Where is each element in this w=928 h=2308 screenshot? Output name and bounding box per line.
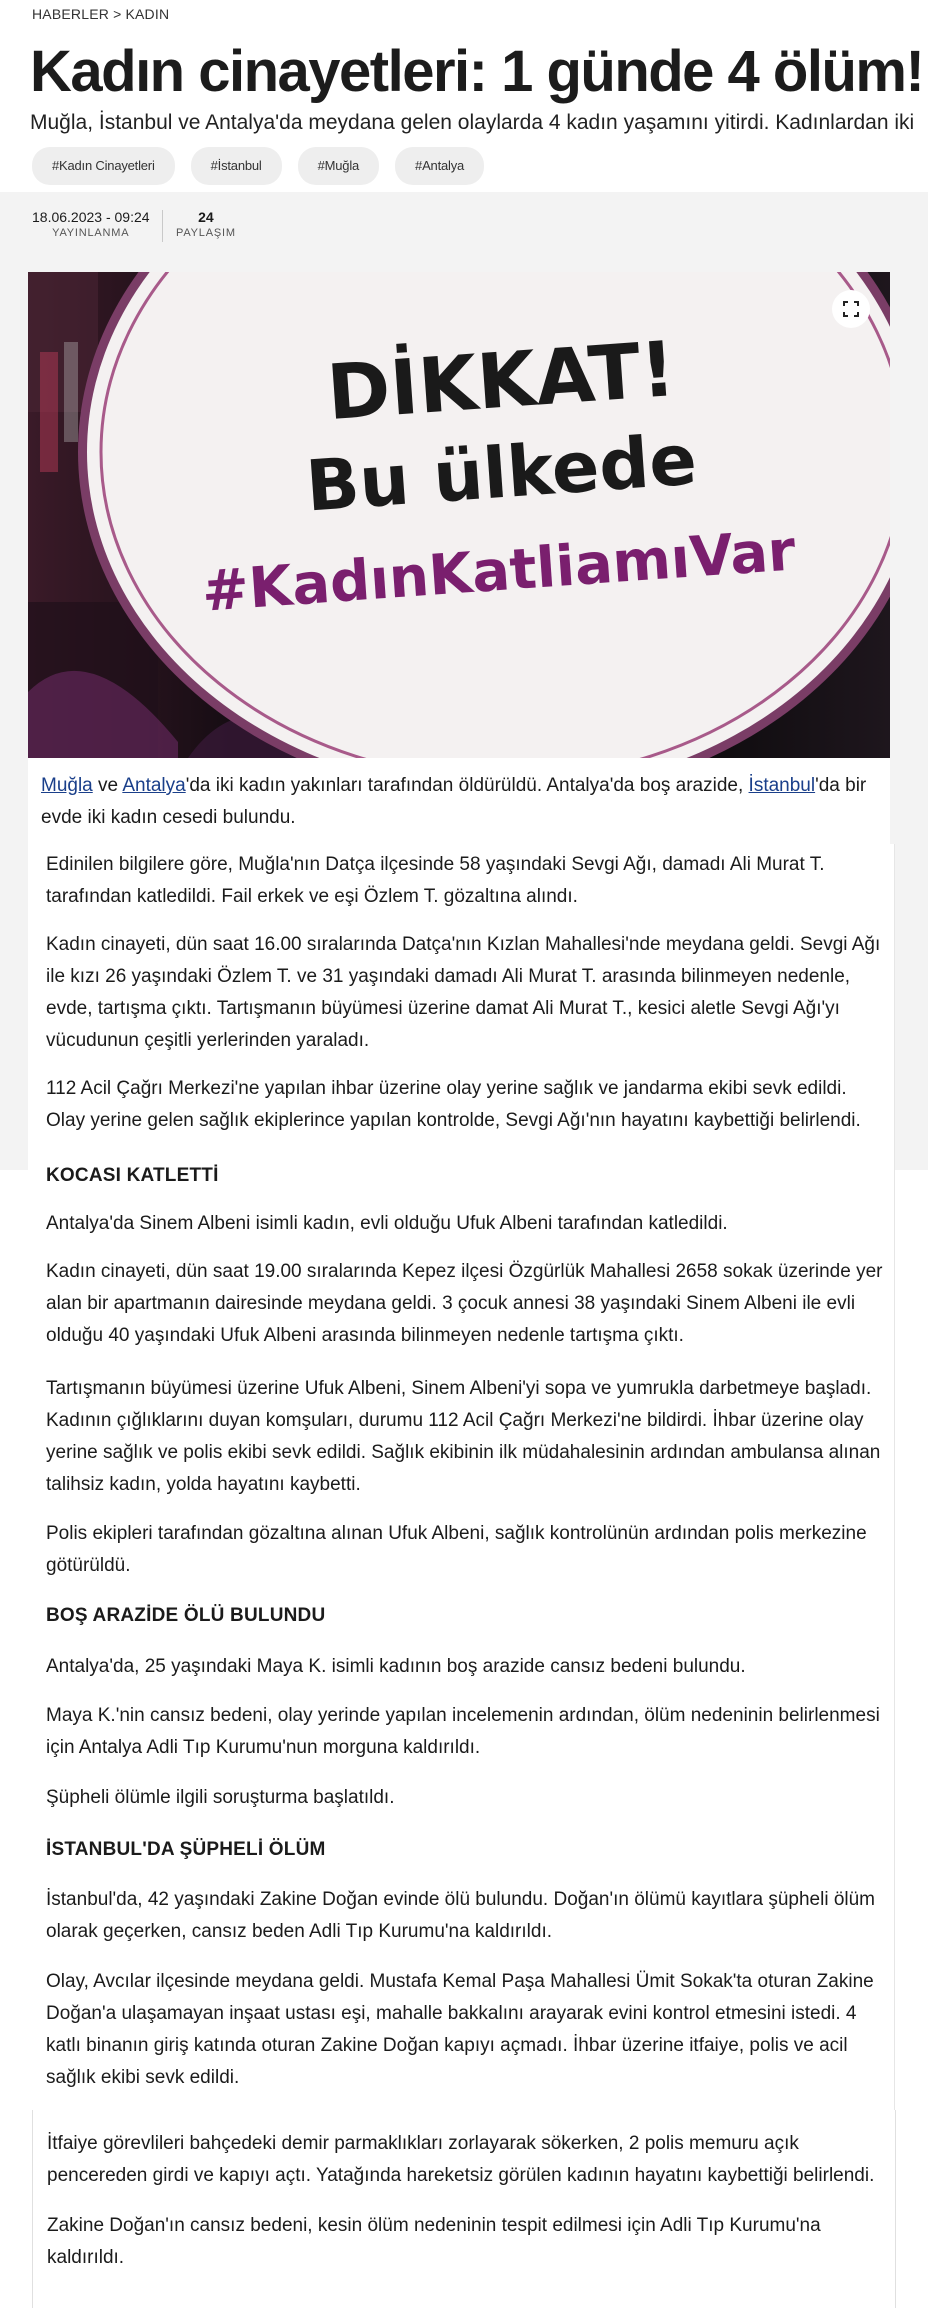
sign-line-3: #KadınKatliamıVar (199, 518, 798, 625)
tag-kadin-cinayetleri[interactable]: #Kadın Cinayetleri (32, 147, 175, 185)
share-count: 24 (198, 209, 214, 225)
sign-line-1: DİKKAT! (324, 324, 679, 438)
paragraph: 112 Acil Çağrı Merkezi'ne yapılan ihbar üzerine olay yerine sağlık ve jandarma ekibi sevk edildi. Olay yerine gelen sağlık ekiplerince yapılan kontrolde, Sevgi Ağı'nın hayatını kaybettiği belirlendi. (46, 1078, 861, 1131)
paragraph: Olay, Avcılar ilçesinde meydana geldi. Mustafa Kemal Paşa Mahallesi Ümit Sokak'ta oturan Zakine Doğan'a ulaşamayan inşaat ustası eşi, mahalle bakkalını arayarak evini kontrol etmesini istedi. 4 katlı binanın giriş katında oturan Zakine Doğan kapıyı açmadı. İhbar üzerine itfaiye, polis ve acil sağlık ekibi sevk edildi. (46, 1971, 874, 2088)
section-heading: BOŞ ARAZİDE ÖLÜ BULUNDU (46, 1605, 326, 1626)
caption-text: 'da bir evde iki kadın cesedi bulundu. (41, 775, 867, 828)
publish-info (32, 208, 150, 240)
breadcrumb-separator: > (113, 6, 122, 22)
protest-sign-photo (28, 272, 890, 758)
caption-text: 'da iki kadın yakınları tarafından öldürüldü. Antalya'da boş arazide, (185, 775, 749, 796)
paragraph: Antalya'da, 25 yaşındaki Maya K. isimli kadının boş arazide cansız bedeni bulundu. (46, 1656, 746, 1677)
tag-antalya[interactable]: #Antalya (395, 147, 484, 185)
caption-text: ve (92, 775, 123, 796)
paragraph: Edinilen bilgilere göre, Muğla'nın Datça ilçesinde 58 yaşındaki Sevgi Ağı, damadı Ali Murat T. tarafından katledildi. Fail erkek ve eşi Özlem T. gözaltına alındı. (46, 854, 825, 907)
meta-divider (162, 210, 163, 242)
caption-link-antalya[interactable]: Antalya (122, 775, 186, 796)
paragraph: Tartışmanın büyümesi üzerine Ufuk Albeni, Sinem Albeni'yi sopa ve yumrukla darbetmeye başladı. Kadının çığlıklarını duyan komşuları, durumu 112 Acil Çağrı Merkezi'ne bildirdi. İhbar üzerine olay yerine sağlık ve polis ekibi sevk edildi. Sağlık ekibinin ilk müdahalesinin ardından ambulansa alınan talihsiz kadın, yolda hayatını kaybetti. (46, 1378, 881, 1495)
paragraph: Polis ekipleri tarafından gözaltına alınan Ufuk Albeni, sağlık kontrolünün ardından polis merkezine götürüldü. (46, 1523, 867, 1576)
sign-line-2: Bu ülkede (303, 418, 700, 528)
expand-icon (843, 301, 859, 317)
section-heading: KOCASI KATLETTİ (46, 1165, 219, 1186)
article-subtitle: Muğla, İstanbul ve Antalya'da meydana gelen olaylarda 4 kadın yaşamını yitirdi. Kadınlardan iki (30, 111, 915, 134)
publish-date: 18.06.2023 - 09:24 (32, 209, 150, 225)
paragraph: Zakine Doğan'ın cansız bedeni, kesin ölüm nedeninin tespit edilmesi için Adli Tıp Kurumu'na kaldırıldı. (47, 2215, 821, 2268)
page-title: Kadın cinayetleri: 1 günde 4 ölüm! (30, 39, 924, 104)
caption-link-istanbul[interactable]: İstanbul (748, 775, 816, 796)
paragraph: Maya K.'nin cansız bedeni, olay yerinde yapılan incelemenin ardından, ölüm nedeninin belirlenmesi için Antalya Adli Tıp Kurumu'nun morguna kaldırıldı. (46, 1705, 880, 1758)
expand-image-button[interactable] (832, 290, 870, 328)
tag-list (32, 147, 484, 185)
section-heading: İSTANBUL'DA ŞÜPHELİ ÖLÜM (46, 1839, 326, 1860)
image-caption (28, 758, 890, 844)
paragraph: Kadın cinayeti, dün saat 16.00 sıralarında Datça'nın Kızlan Mahallesi'nde meydana geldi. Sevgi Ağı ile kızı 26 yaşındaki Özlem T. ve 31 yaşındaki damadı Ali Murat T. arasında bilinmeyen nedenle, evde, tartışma çıktı. Tartışmanın büyümesi üzerine damat Ali Murat T., kesici aletle Sevgi Ağı'yı vücudunun çeşitli yerlerinden yaraladı. (46, 934, 881, 1051)
breadcrumb-item-haberler[interactable]: HABERLER (32, 6, 110, 22)
publish-label: YAYINLANMA (52, 227, 130, 239)
paragraph: Şüpheli ölümle ilgili soruşturma başlatıldı. (46, 1787, 395, 1808)
breadcrumb-item-kadin[interactable]: KADIN (125, 6, 170, 22)
breadcrumb (32, 6, 169, 22)
paragraph: İtfaiye görevlileri bahçedeki demir parmaklıkları zorlayarak sökerken, 2 polis memuru açık pencereden girdi ve kapıyı açtı. Yatağında hareketsiz görülen kadının hayatını kaybettiği belirlendi. (47, 2133, 875, 2186)
share-label: PAYLAŞIM (176, 227, 236, 239)
share-info (176, 208, 236, 240)
paragraph: Antalya'da Sinem Albeni isimli kadın, evli olduğu Ufuk Albeni tarafından katledildi. (46, 1213, 728, 1234)
paragraph: Kadın cinayeti, dün saat 19.00 sıralarında Kepez ilçesi Özgürlük Mahallesi 2658 sokak üzerinde yer alan bir apartmanın dairesinde meydana geldi. 3 çocuk annesi 38 yaşındaki Sinem Albeni ile evli olduğu 40 yaşındaki Ufuk Albeni arasında bilinmeyen nedenle tartışma çıktı. (46, 1261, 883, 1346)
caption-link-mugla[interactable]: Muğla (41, 775, 93, 796)
article-meta-bar (0, 192, 928, 256)
tag-istanbul[interactable]: #İstanbul (191, 147, 282, 185)
article-image (28, 272, 890, 758)
paragraph: İstanbul'da, 42 yaşındaki Zakine Doğan evinde ölü bulundu. Doğan'ın ölümü kayıtlara şüpheli ölüm olarak geçerken, cansız beden Adli Tıp Kurumu'na kaldırıldı. (46, 1889, 876, 1942)
tag-mugla[interactable]: #Muğla (298, 147, 379, 185)
